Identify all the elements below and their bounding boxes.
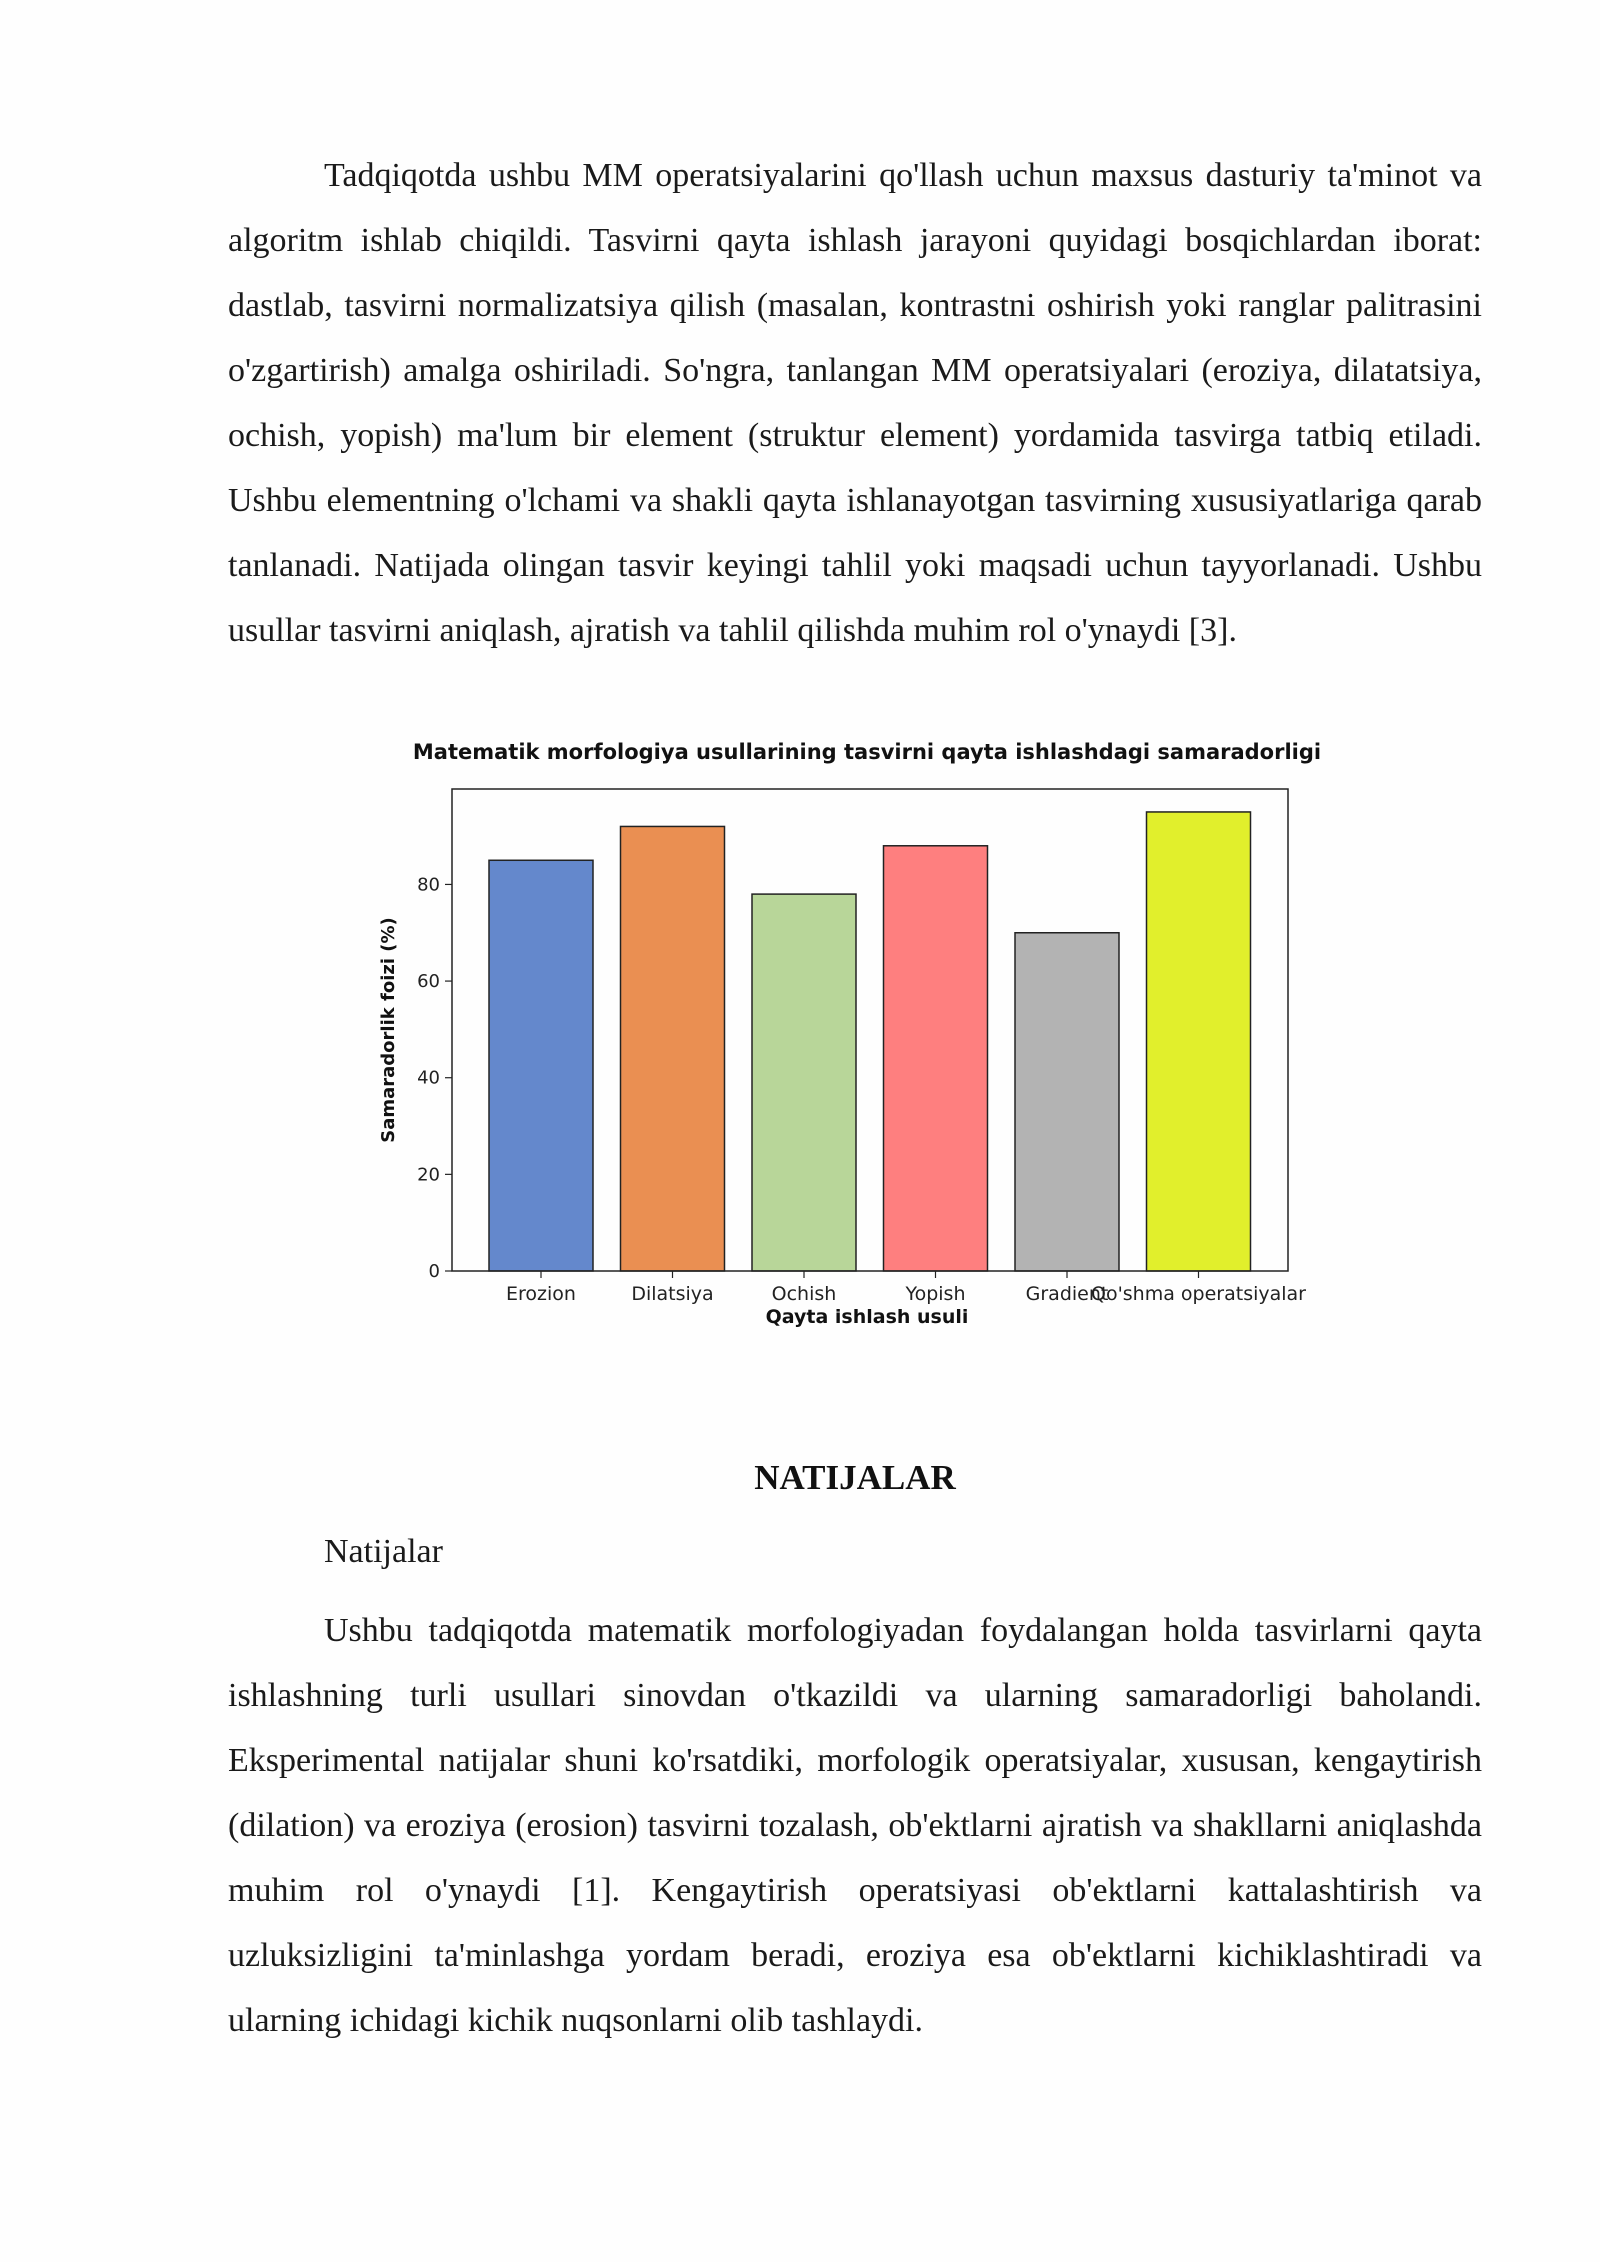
y-tick-label: 40 (417, 1067, 440, 1089)
bar-dilatsiya (621, 826, 725, 1271)
y-tick-label: 60 (417, 971, 440, 993)
bar-ochish (752, 894, 856, 1271)
x-tick-label: Ochish (771, 1283, 837, 1305)
intro-paragraph: Tadqiqotda ushbu MM operatsiyalarini qo'llash uchun maxsus dasturiy ta'minot va algoritm ishlab chiqildi. Tasvirni qayta ishlash jarayoni quyidagi bosqichlardan iborat: dastlab, tasvirni normalizatsiya qilish (masalan, kontrastni oshirish yoki ranglar palitrasini o'zgartirish) amalga oshiriladi. So'ngra, tanlangan MM operatsiyalari (eroziya, dilatatsiya, ochish, yopish) ma'lum bir element (struktur element) yordamida tasvirga tatbiq etiladi. Ushbu elementning o'lchami va shakli qayta ishlanayotgan tasvirning xususiyatlariga qarab tanlanadi. Natijada olingan tasvir keyingi tahlil yoki maqsadi uchun tayyorlanadi. Ushbu usullar tasvirni aniqlash, ajratish va tahlil qilishda muhim rol o'ynaydi [3]. (228, 157, 1482, 649)
bar-erozion (489, 860, 593, 1271)
y-tick-label: 20 (417, 1164, 440, 1186)
x-tick-label: Qo'shma operatsiyalar (1090, 1283, 1307, 1305)
y-tick-label: 80 (417, 874, 440, 896)
results-paragraph: Ushbu tadqiqotda matematik morfologiyadan foydalangan holda tasvirlarni qayta ishlashning turli usullari sinovdan o'tkazildi va ularning samaradorligi baholandi. Eksperimental natijalar shuni ko'rsatdiki, morfologik operatsiyalar, xususan, kengaytirish (dilation) va eroziya (erosion) tasvirni tozalash, ob'ektlarni ajratish va shakllarni aniqlashda muhim rol o'ynaydi [1]. Kengaytirish operatsiyasi ob'ektlarni kattalashtirish va uzluksizligini ta'minlashga yordam beradi, eroziya esa ob'ektlarni kichiklashtiradi va ularning ichidagi kichik nuqsonlarni olib tashlaydi. (228, 1612, 1482, 2039)
chart-title: Matematik morfologiya usullarining tasvirni qayta ishlashdagi samaradorligi (412, 740, 1322, 764)
bar-gradient (1015, 933, 1119, 1271)
bar-chart (370, 735, 1330, 1335)
section-heading: NATIJALAR (754, 1458, 956, 1497)
bar-qo-shma-operatsiyalar (1147, 812, 1251, 1271)
x-tick-label: Yopish (905, 1283, 966, 1305)
x-tick-label: Dilatsiya (631, 1283, 714, 1305)
x-tick-label: Erozion (506, 1283, 576, 1305)
section-subheading: Natijalar (324, 1533, 443, 1570)
bar-yopish (884, 846, 988, 1271)
chart-xlabel: Qayta ishlash usuli (765, 1306, 969, 1328)
chart-ylabel: Samaradorlik foizi (%) (378, 917, 399, 1143)
y-tick-label: 0 (428, 1261, 440, 1282)
x-tick-label: Gradient (1025, 1283, 1109, 1305)
